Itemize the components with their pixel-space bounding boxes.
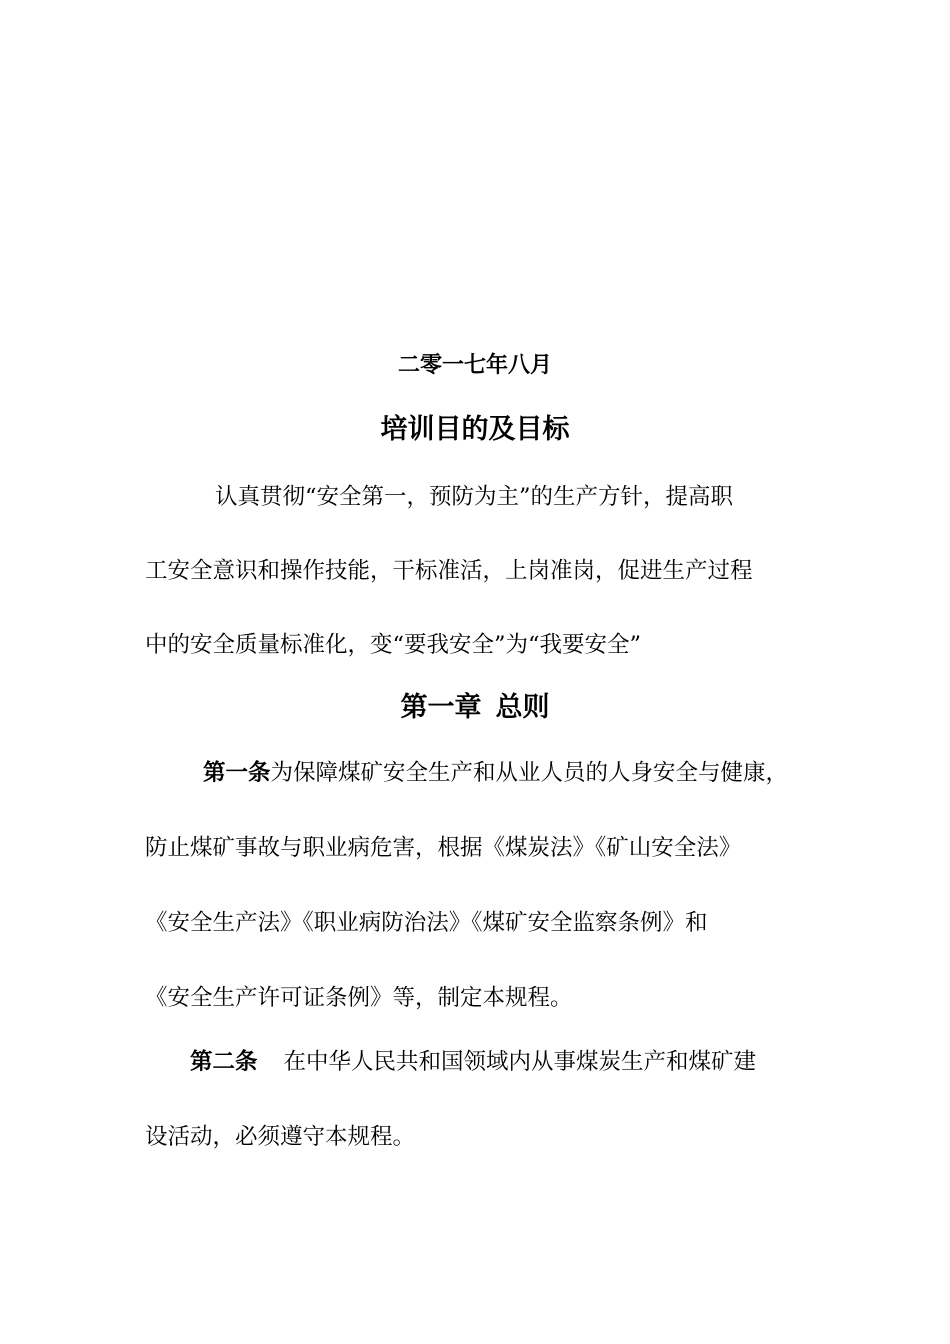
article-1-line-1 [203, 753, 883, 793]
purpose-line-3: 中的安全质量标准化，变“要我安全”为“我要安全” [145, 632, 642, 658]
chapter-name: 总则 [495, 692, 550, 723]
article-2-line-1 [190, 1042, 870, 1082]
article-1-line-4: 《安全生产许可证条例》等，制定本规程。 [145, 985, 573, 1011]
document-date: 二零一七年八月 [397, 353, 552, 378]
article-2-line-2: 设活动，必须遵守本规程。 [145, 1124, 416, 1150]
article-1-line-3: 《安全生产法》《职业病防治法》《煤矿安全监察条例》和 [145, 910, 708, 936]
purpose-title: 培训目的及目标 [380, 414, 570, 445]
chapter-title [0, 688, 950, 728]
article-2-text-1: 在中华人民共和国领域内从事煤炭生产和煤矿建 [283, 1049, 757, 1075]
purpose-line-1: 认真贯彻“安全第一，预防为主”的生产方针，提高职 [215, 484, 734, 510]
article-2-label: 第二条 [190, 1049, 258, 1075]
article-1-line-2: 防止煤矿事故与职业病危害，根据《煤炭法》《矿山安全法》 [145, 835, 742, 861]
article-1-label: 第一条 [203, 760, 271, 786]
article-1-text-1: 为保障煤矿安全生产和从业人员的人身安全与健康， [270, 760, 789, 786]
chapter-number: 第一章 [400, 692, 482, 723]
purpose-line-2: 工安全意识和操作技能，干标准活，上岗准岗，促进生产过程 [145, 558, 753, 584]
